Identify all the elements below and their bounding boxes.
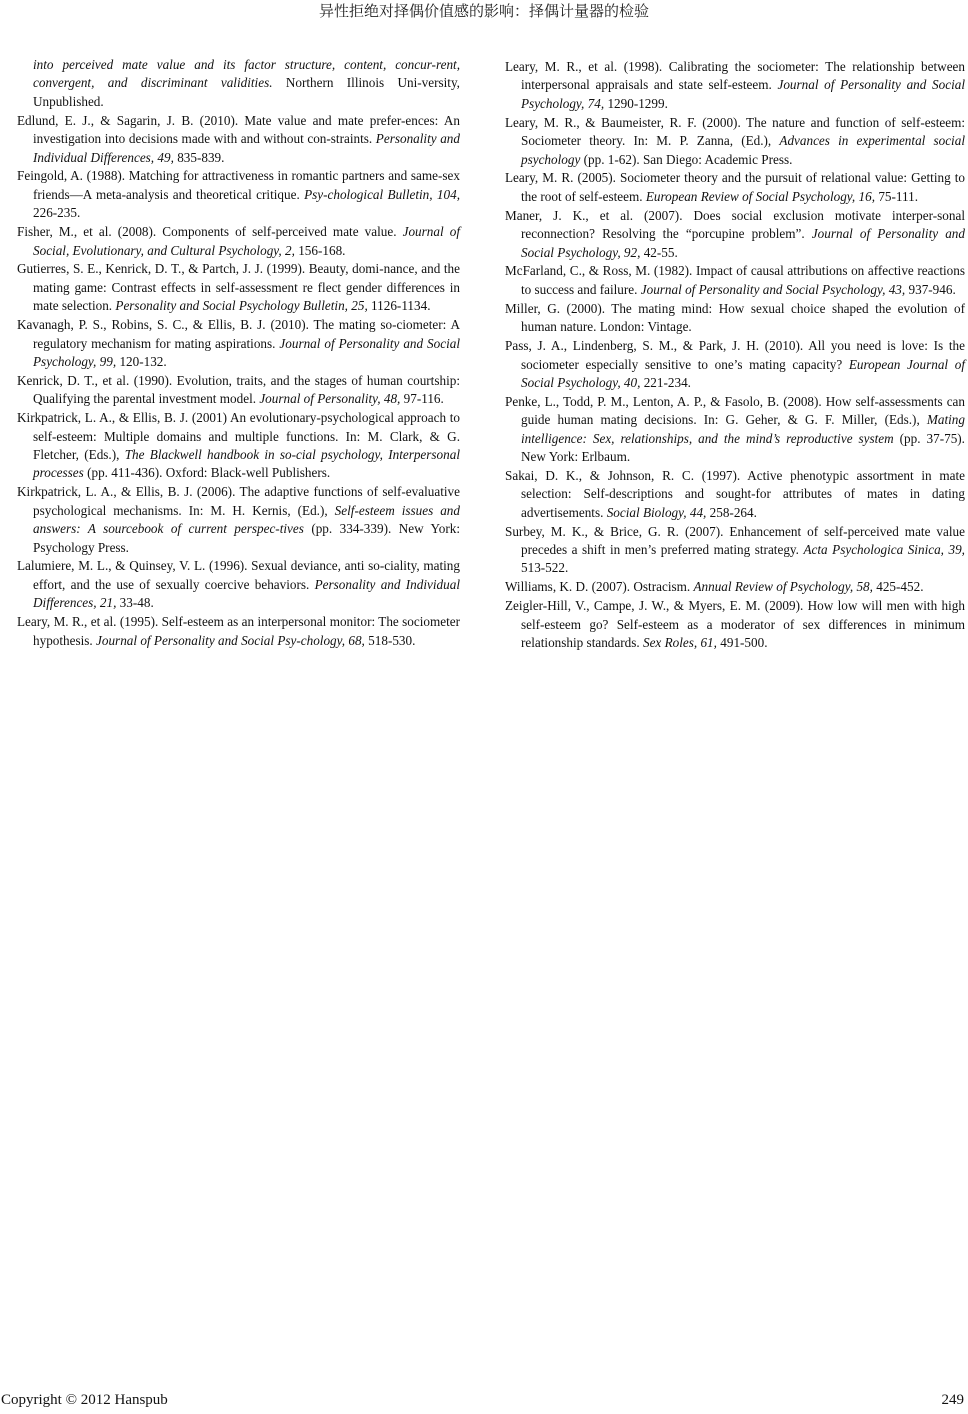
reference-source-title: into perceived mate value and its factor structure, content, concur-rent, convergent, and discriminant validities. — [33, 57, 460, 91]
reference-pages: 1290-1299. — [604, 95, 668, 111]
reference-pages: (pp. 334-339). New York: Psychology Press. — [33, 521, 461, 555]
reference-text: Kirkpatrick, L. A., & Ellis, B. J. (2006). The adaptive functions of self-evaluative psychological mechanisms. In: M. H. Kernis, (Ed.), — [17, 484, 460, 518]
reference-source-title: Annual Review of Psychology, 58, — [693, 579, 873, 595]
reference-source-title: Journal of Personality and Social Psy-chology, 68, — [96, 632, 365, 648]
reference-source-title: European Review of Social Psychology, 16, — [645, 188, 876, 204]
reference-source-title: Journal of Personality, 48, — [259, 391, 401, 407]
reference-pages: (pp. 1-62). San Diego: Academic Press. — [580, 151, 793, 167]
references-left-column — [17, 56, 460, 651]
reference-entry — [17, 316, 460, 371]
reference-pages: 835-839. — [173, 149, 225, 165]
reference-text: Penke, L., Todd, P. M., Lenton, A. P., & Fasolo, B. (2008). How self-assessments can guide human mating decisions. In: G. Geher, & G. F. Miller, (Eds.), — [505, 393, 965, 428]
reference-text: Surbey, M. K., & Brice, G. R. (2007). Enhancement of self-perceived mate value precedes a shift in men’s preferred mating strategy. — [505, 523, 965, 558]
reference-text: Edlund, E. J., & Sagarin, J. B. (2010). Mate value and mate prefer-ences: An investigation into decisions made with and without con-straints. — [17, 112, 460, 147]
reference-entry — [505, 467, 965, 522]
reference-source-title: Journal of Personality and Social Psychology, 74, — [521, 77, 965, 111]
reference-source-title: Personality and Individual Differences, 49, — [33, 131, 460, 165]
reference-entry — [17, 167, 460, 222]
reference-pages: 221-234. — [640, 374, 691, 390]
reference-source-title: Mating intelligence: Sex, relationships, and the mind’s reproductive system — [521, 412, 965, 446]
reference-text: Lalumiere, M. L., & Quinsey, V. L. (1996). Sexual deviance, anti so-ciality, mating effort, and the use of sexually coercive behaviors. — [17, 558, 460, 592]
reference-entry — [17, 223, 460, 260]
reference-source-title: The Blackwell handbook in so-cial psychology, Interpersonal processes — [33, 447, 460, 481]
reference-text: Leary, M. R., et al. (1998). Calibrating the sociometer: The relationship between interpersonal appraisals and state self-esteem. — [505, 59, 965, 93]
reference-entry — [505, 393, 965, 467]
reference-entry — [505, 58, 965, 113]
reference-entry — [505, 523, 965, 578]
reference-pages: 491-500. — [716, 635, 768, 651]
reference-text: Pass, J. A., Lindenberg, S. M., & Park, J. H. (2010). All you need is love: Is the sociometer especially sensitive to one’s mating capacity? — [505, 338, 965, 372]
reference-text: Miller, G. (2000). The mating mind: How sexual choice shaped the evolution of human nature. London: Vintage. — [505, 300, 965, 335]
reference-source-title: European Journal of Social Psychology, 40, — [521, 356, 965, 390]
reference-entry — [505, 578, 965, 596]
reference-source-title: Psy-chological Bulletin, 104, — [304, 186, 460, 202]
reference-text: Kirkpatrick, L. A., & Ellis, B. J. (2001) An evolutionary-psychological approach to self-esteem: Multiple domains and multiple functions. In: M. Clark, & G. Fletcher, (Eds.), — [17, 410, 460, 463]
reference-text: Kavanagh, P. S., Robins, S. C., & Ellis, B. J. (2010). The mating so-ciometer: A regulatory mechanism for mating aspirations. — [17, 317, 460, 351]
reference-entry — [17, 56, 460, 111]
reference-entry — [505, 597, 965, 652]
reference-entry — [505, 169, 965, 206]
reference-pages: Northern Illinois Uni-versity, Unpublished. — [33, 75, 460, 109]
reference-text: Leary, M. R. (2005). Sociometer theory and the pursuit of relational value: Getting to the root of self-esteem. — [505, 170, 965, 204]
reference-source-title: Journal of Social, Evolutionary, and Cultural Psychology, 2, — [33, 224, 460, 258]
reference-pages: (pp. 37-75). New York: Erlbaum. — [521, 430, 965, 465]
reference-pages: 518-530. — [364, 632, 416, 648]
reference-text: Kenrick, D. T., et al. (1990). Evolution, traits, and the stages of human courtship: Qualifying the parental investment model. — [17, 372, 460, 407]
reference-entry — [17, 372, 460, 409]
references-right-column — [505, 58, 965, 653]
reference-pages: 42-55. — [640, 244, 678, 260]
reference-entry — [505, 262, 965, 299]
reference-pages: (pp. 411-436). Oxford: Black-well Publishers. — [83, 465, 331, 481]
reference-pages: 97-116. — [400, 391, 444, 407]
reference-source-title: Journal of Personality and Social Psychology, 92, — [521, 226, 965, 260]
reference-source-title: Sex Roles, 61, — [642, 635, 717, 651]
reference-text: Feingold, A. (1988). Matching for attractiveness in romantic partners and same-sex friends—A meta-analysis and theoretical critique. — [17, 168, 460, 202]
reference-text: Sakai, D. K., & Johnson, R. C. (1997). Active phenotypic assortment in mate selection: Self-descriptions and sought-for attributes of mates in dating advertisements. — [505, 467, 965, 520]
reference-entry — [505, 300, 965, 337]
reference-entry — [505, 114, 965, 169]
reference-source-title: Personality and Social Psychology Bulletin, 25, — [115, 298, 368, 314]
reference-text: Leary, M. R., & Baumeister, R. F. (2000). The nature and function of self-esteem: Sociometer theory. In: M. P. Zanna, (Ed.), — [505, 114, 965, 149]
reference-text: Zeigler-Hill, V., Campe, J. W., & Myers, E. M. (2009). How low will men with high self-esteem go? Self-esteem as a moderator of sex differences in minimum relationship standards. — [505, 598, 965, 651]
reference-entry — [505, 337, 965, 392]
reference-pages: 75-111. — [875, 188, 918, 204]
reference-pages: 33-48. — [116, 595, 154, 611]
reference-entry — [17, 112, 460, 167]
reference-source-title: Acta Psychologica Sinica, 39, — [803, 542, 965, 558]
reference-pages: 513-522. — [521, 560, 569, 576]
reference-text: Leary, M. R., et al. (1995). Self-esteem as an interpersonal monitor: The sociometer hypothesis. — [17, 614, 460, 648]
reference-source-title: Journal of Personality and Social Psychology, 43, — [640, 281, 906, 297]
reference-source-title: Journal of Personality and Social Psychology, 99, — [33, 335, 461, 369]
reference-entry — [17, 260, 460, 315]
page-number: 249 — [941, 1392, 964, 1408]
reference-entry — [505, 207, 965, 262]
reference-entry — [17, 483, 460, 557]
reference-text: McFarland, C., & Ross, M. (1982). Impact of causal attributions on affective reactions to success and failure. — [505, 263, 965, 297]
reference-pages: 120-132. — [116, 354, 167, 369]
copyright-notice: Copyright © 2012 Hanspub — [1, 1392, 168, 1408]
reference-text: Gutierres, S. E., Kenrick, D. T., & Partch, J. J. (1999). Beauty, domi-nance, and the mating game: Contrast effects in self-assessment re flect gender differences in mate selection. — [17, 261, 460, 314]
reference-entry — [17, 409, 460, 483]
reference-text: Williams, K. D. (2007). Ostracism. — [505, 579, 694, 595]
reference-pages: 1126-1134. — [367, 298, 431, 314]
reference-pages: 258-264. — [706, 504, 757, 520]
reference-pages: 156-168. — [294, 242, 346, 258]
reference-entry — [17, 557, 460, 612]
reference-text: Fisher, M., et al. (2008). Components of self-perceived mate value. — [17, 224, 403, 240]
reference-entry — [17, 613, 460, 650]
reference-pages: 425-452. — [872, 579, 924, 595]
reference-pages: 937-946. — [905, 281, 956, 297]
reference-source-title: Personality and Individual Differences, 21, — [33, 576, 460, 611]
reference-text: Maner, J. K., et al. (2007). Does social exclusion motivate interper-sonal reconnection? Resolving the “porcupine problem”. — [505, 207, 965, 242]
reference-source-title: Advances in experimental social psychology — [521, 133, 965, 167]
reference-source-title: Self-esteem issues and answers: A sourcebook of current perspec-tives — [33, 502, 460, 537]
running-header: 异性拒绝对择偶价值感的影响：择偶计量器的检验 — [318, 2, 649, 20]
reference-pages: 226-235. — [33, 205, 81, 221]
reference-source-title: Social Biology, 44, — [606, 504, 707, 520]
